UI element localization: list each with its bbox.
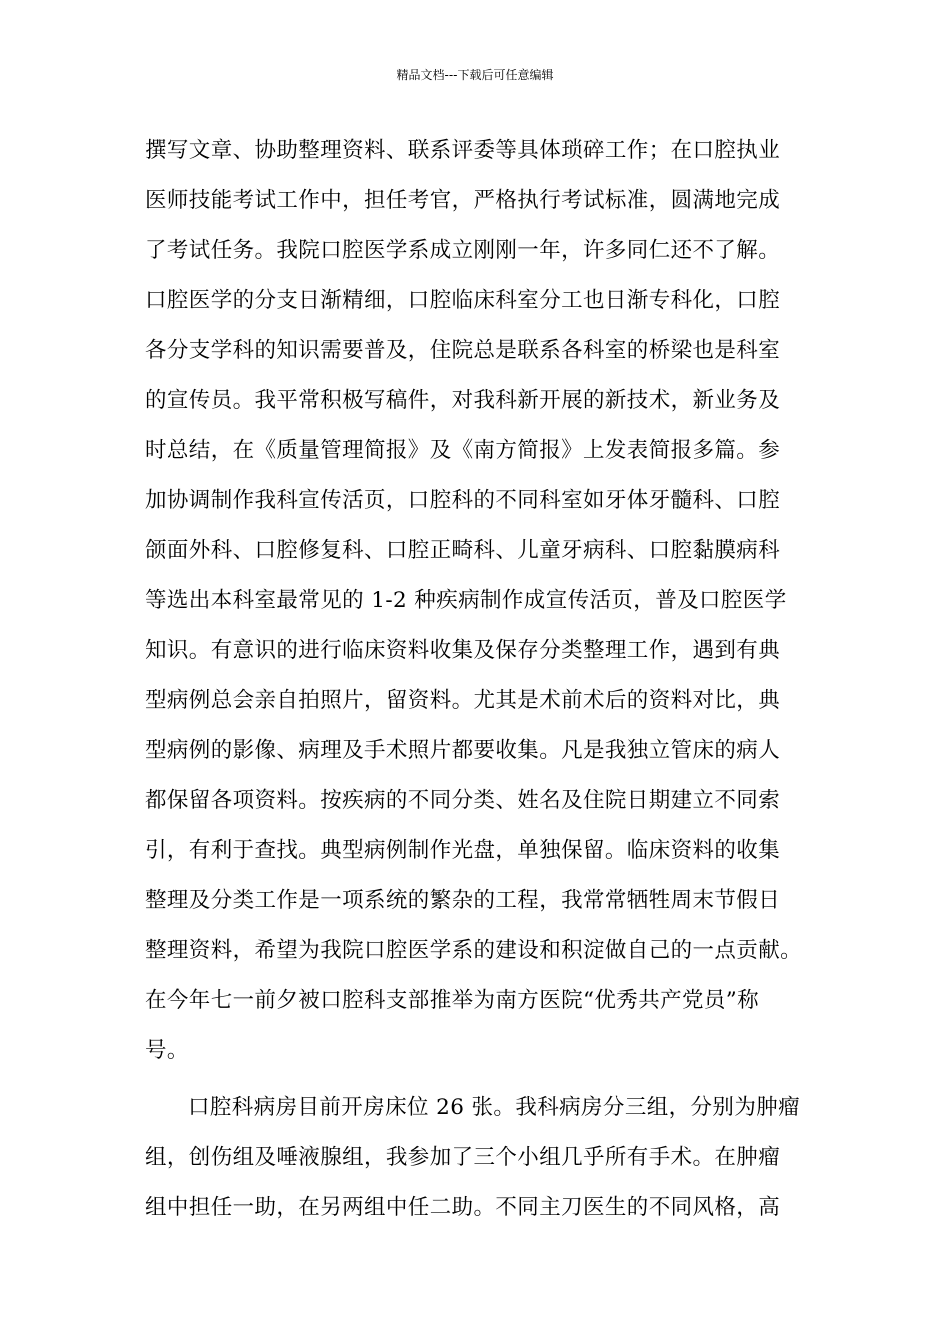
text-line: 型病例总会亲自拍照片，留资料。尤其是术前术后的资料对比，典	[145, 688, 781, 713]
text-line: 加协调制作我科宣传活页，口腔科的不同科室如牙体牙髓科、口腔	[145, 488, 781, 513]
text-line: 知识。有意识的进行临床资料收集及保存分类整理工作，遇到有典	[145, 638, 781, 663]
text-line: 组中担任一助，在另两组中任二助。不同主刀医生的不同风格，高	[145, 1195, 781, 1220]
text-line: 等选出本科室最常见的 1-2 种疾病制作成宣传活页，普及口腔医学	[145, 588, 787, 613]
page-header: 精品文档---下载后可任意编辑	[396, 68, 554, 82]
text-line: 了考试任务。我院口腔医学系成立刚刚一年，许多同仁还不了解。	[145, 238, 781, 263]
text-line: 颌面外科、口腔修复科、口腔正畸科、儿童牙病科、口腔黏膜病科	[145, 538, 781, 563]
text-line: 在今年七一前夕被口腔科支部推举为南方医院“优秀共产党员”称	[145, 988, 760, 1013]
text-line: 组，创伤组及唾液腺组，我参加了三个小组几乎所有手术。在肿瘤	[145, 1145, 781, 1170]
text-line: 口腔医学的分支日渐精细，口腔临床科室分工也日渐专科化，口腔	[145, 288, 781, 313]
text-line: 撰写文章、协助整理资料、联系评委等具体琐碎工作；在口腔执业	[145, 138, 781, 163]
text-line: 引，有利于查找。典型病例制作光盘，单独保留。临床资料的收集	[145, 838, 781, 863]
text-line: 的宣传员。我平常积极写稿件，对我科新开展的新技术，新业务及	[145, 388, 781, 413]
text-line: 口腔科病房目前开房床位 26 张。我科病房分三组，分别为肿瘤	[188, 1095, 801, 1120]
text-line: 医师技能考试工作中，担任考官，严格执行考试标准，圆满地完成	[145, 188, 781, 213]
text-line: 都保留各项资料。按疾病的不同分类、姓名及住院日期建立不同索	[145, 788, 781, 813]
text-line: 时总结，在《质量管理简报》及《南方简报》上发表简报多篇。参	[145, 438, 781, 463]
text-line: 整理资料，希望为我院口腔医学系的建设和积淀做自己的一点贡献。	[145, 938, 803, 963]
text-line: 各分支学科的知识需要普及，住院总是联系各科室的桥梁也是科室	[145, 338, 781, 363]
text-line: 型病例的影像、病理及手术照片都要收集。凡是我独立管床的病人	[145, 738, 781, 763]
text-line: 整理及分类工作是一项系统的繁杂的工程，我常常牺牲周末节假日	[145, 888, 781, 913]
text-line: 号。	[145, 1038, 189, 1063]
